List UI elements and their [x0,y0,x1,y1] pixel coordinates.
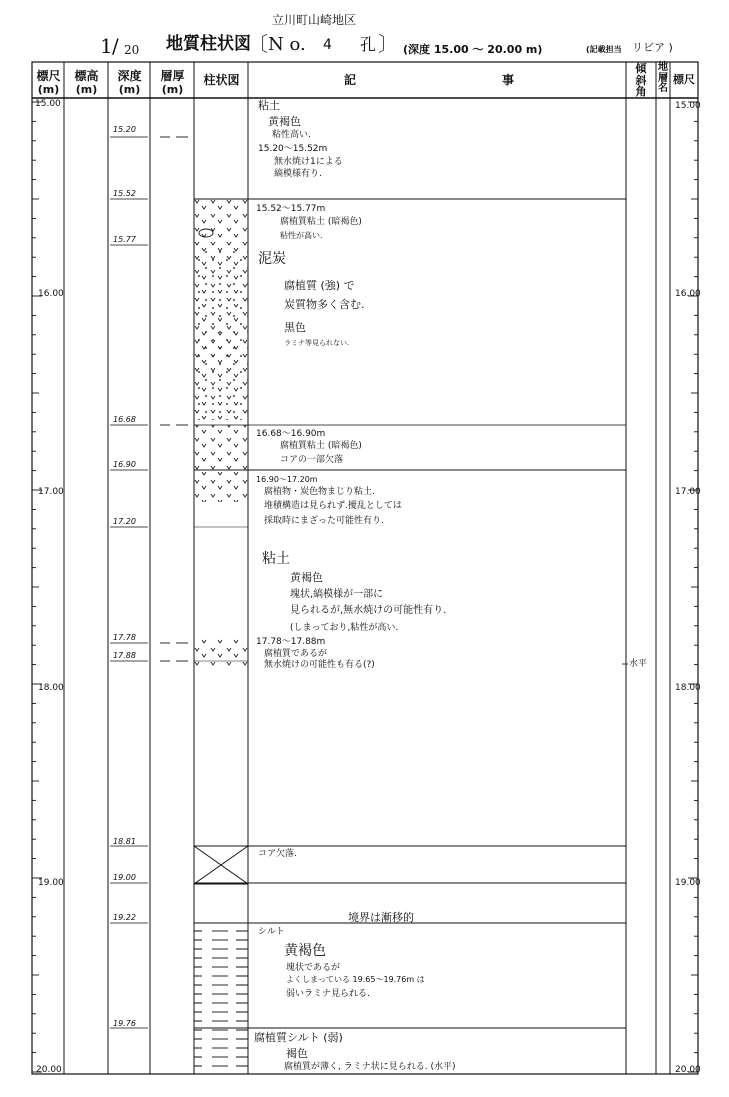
desc-peat-title: 泥炭 [258,251,286,267]
desc-line: 弱いラミナ見られる. [286,989,370,999]
dip-value: 水平 [629,659,648,669]
desc-line: 見られるが,無水焼けの可能性有り. [290,605,447,616]
header-elevation-unit: (m) [75,83,98,96]
desc-line: 粘性高い. [272,130,311,140]
scale-left-label: 16.00 [38,289,64,299]
desc-line: 15.52～15.77m [256,204,326,214]
hole-number-prefix: N o. [268,34,306,55]
desc-line: よくしまっている 19.65～19.76m は [286,975,425,984]
scale-right-label: 19.00 [675,878,701,888]
scale-slash: / [112,34,119,58]
desc-clay-title: 粘土 [258,99,280,112]
desc-line: 黄褐色 [268,115,301,128]
recorder-name: リビア ) [632,41,673,54]
scale-right-label: 17.00 [675,487,701,497]
scale-right-label: 18.00 [675,683,701,693]
desc-line: 17.78～17.88m [256,637,326,647]
hole-number-suffix: 孔 [360,35,377,54]
desc-line: 採取時にまざった可能性有り. [264,516,384,526]
desc-line: 16.90～17.20m [256,475,318,484]
desc-line: 黄褐色 [284,943,326,959]
desc-line: 腐植質が薄く, ラミナ状に見られる. (水平) [284,1062,456,1072]
depth-value: 18.81 [113,837,136,846]
depth-value: 17.20 [113,517,136,526]
header-depth: 深度 [117,69,142,83]
desc-line: ラミナ等見られない. [284,339,350,347]
header-thickness: 層厚 [160,69,185,83]
depth-value: 17.88 [113,651,136,660]
desc-line: 褐色 [286,1047,308,1060]
scale-left-label: 18.00 [38,683,64,693]
header-scale-left: 標尺 [36,69,61,83]
depth-value: 15.20 [113,125,136,134]
scale-denominator: 20 [124,43,140,57]
desc-line: 炭質物多く含む. [284,298,365,311]
desc-line: 粘性が高い. [280,231,323,240]
header-elevation: 標高 [74,69,99,83]
desc-line: 腐植質粘土 (暗褐色) [280,441,362,451]
desc-clay2-title: 粘土 [262,551,290,567]
desc-line: 塊状,縞模様が一部に [290,589,384,600]
hole-number: 4 [323,37,332,53]
desc-line: コア欠落. [258,849,297,859]
desc-line: コアの一部欠落 [280,455,344,465]
depth-value: 16.68 [113,415,136,424]
desc-line: 腐植質粘土 (暗褐色) [280,217,362,227]
desc-line: 縞模様有り. [274,169,322,179]
depth-value: 19.76 [113,1019,136,1028]
depth-value: 19.00 [113,873,136,882]
scale-left-label: 15.00 [35,99,61,109]
bracket-close: 〕 [378,32,398,56]
desc-line: 腐植質 (強) で [284,279,355,292]
depth-value: 16.90 [113,460,136,469]
header-strata: 地層名 [658,62,668,94]
desc-line: 16.68～16.90m [256,429,326,439]
header-depth-unit: (m) [118,83,141,96]
desc-line: 黄褐色 [290,571,323,584]
desc-line: 黒色 [284,321,306,334]
desc-line: (しまっており,粘性が高い. [290,623,399,633]
desc-line: 境界は漸移的 [348,911,414,924]
recorder-label: (記載担当 [586,45,622,54]
desc-line: 無水焼けの可能性も有る(?) [264,660,375,670]
scale-right-label: 15.00 [675,101,701,111]
header-dip: 傾斜角 [635,62,647,99]
sheet-title: 地質柱状図 [166,34,251,54]
desc-line: 腐植物・炭色物まじり粘土. [264,487,375,497]
depth-value: 15.77 [113,235,136,244]
scale-left-label: 19.00 [38,878,64,888]
depth-range: (深度 15.00 ～ 20.00 m) [403,43,543,56]
header-thickness-unit: (m) [161,83,184,96]
bracket-open: 〔 [248,32,268,56]
desc-line: 無水焼け1による [274,157,343,167]
header-column: 柱状図 [203,73,240,87]
header-record-b: 事 [502,73,515,87]
desc-line: 15.20～15.52m [258,144,328,154]
scale-right-label: 20.00 [675,1065,701,1075]
scale-left-label: 20.00 [36,1065,62,1075]
desc-silt-title: シルト [258,927,285,937]
scale-right-label: 16.00 [675,289,701,299]
header-scale-left-unit: (m) [37,83,60,96]
header-record-a: 記 [344,73,357,87]
scale-left-label: 17.00 [38,487,64,497]
area-name: 立川町山崎地区 [272,13,357,27]
desc-line: 堆積構造は見られず.擾乱としては [264,501,402,511]
depth-value: 19.22 [113,913,136,922]
desc-line: 腐植質であるが [264,649,328,659]
desc-humic-silt-title: 腐植質シルト (弱) [254,1031,343,1044]
depth-value: 15.52 [113,189,136,198]
scale-numerator: 1 [100,34,113,58]
depth-value: 17.78 [113,633,136,642]
desc-line: 塊状であるが [286,963,341,973]
header-scale-right: 標尺 [673,73,695,86]
